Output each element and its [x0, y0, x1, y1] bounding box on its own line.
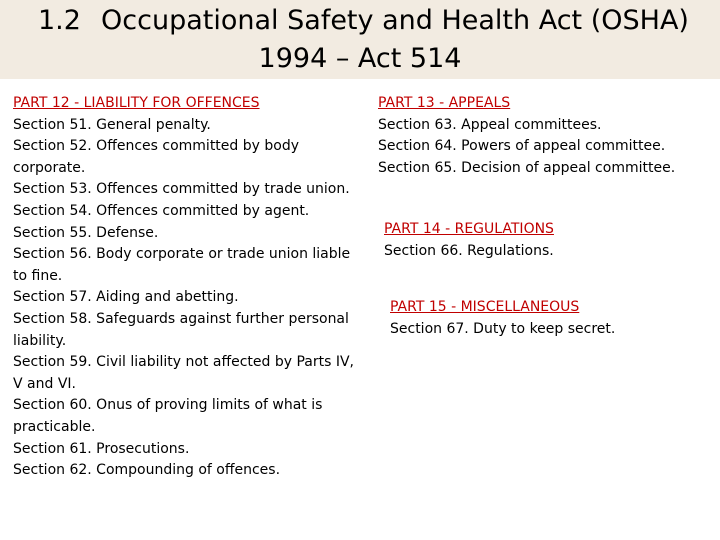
- part15-heading: PART 15 - MISCELLANEOUS: [390, 299, 580, 315]
- section-item: Section 54. Offences committed by agent.: [13, 202, 310, 219]
- section-item: Section 53. Offences committed by trade union.: [13, 181, 350, 198]
- part13-block: [378, 93, 713, 179]
- section-item: Section 67. Duty to keep secret.: [390, 320, 616, 337]
- section-item: Section 60. Onus of proving limits of what is practicable.: [13, 397, 323, 435]
- section-item: Section 62. Compounding of offences.: [13, 462, 281, 479]
- slide-title-line1: [0, 4, 720, 38]
- section-item: Section 57. Aiding and abetting.: [13, 289, 239, 306]
- section-item: Section 58. Safeguards against further personal liability.: [13, 310, 349, 349]
- part15-block: [390, 297, 615, 340]
- part12-block: [13, 93, 358, 482]
- section-item: Section 59. Civil liability not affected by Parts IV, V and VI.: [13, 354, 355, 392]
- section-item: Section 64. Powers of appeal committee.: [378, 138, 666, 155]
- part12-heading: PART 12 - LIABILITY FOR OFFENCES: [13, 95, 260, 111]
- section-item: Section 61. Prosecutions.: [13, 440, 190, 457]
- part13-heading: PART 13 - APPEALS: [378, 95, 511, 111]
- part14-block: [384, 219, 554, 262]
- slide-title-line2: 1994 – Act 514: [258, 43, 462, 74]
- section-number: 1.2: [38, 5, 81, 36]
- section-item: Section 52. Offences committed by body corporate.: [13, 138, 299, 176]
- part14-heading: PART 14 - REGULATIONS: [384, 221, 554, 237]
- section-item: Section 55. Defense.: [13, 224, 159, 241]
- title-text: Occupational Safety and Health Act (OSHA): [101, 5, 689, 36]
- section-item: Section 56. Body corporate or trade union liable to fine.: [13, 246, 351, 284]
- title-bar: [0, 0, 720, 79]
- section-item: Section 51. General penalty.: [13, 116, 211, 133]
- section-item: Section 63. Appeal committees.: [378, 116, 602, 133]
- section-item: Section 66. Regulations.: [384, 242, 554, 259]
- section-item: Section 65. Decision of appeal committee.: [378, 159, 676, 176]
